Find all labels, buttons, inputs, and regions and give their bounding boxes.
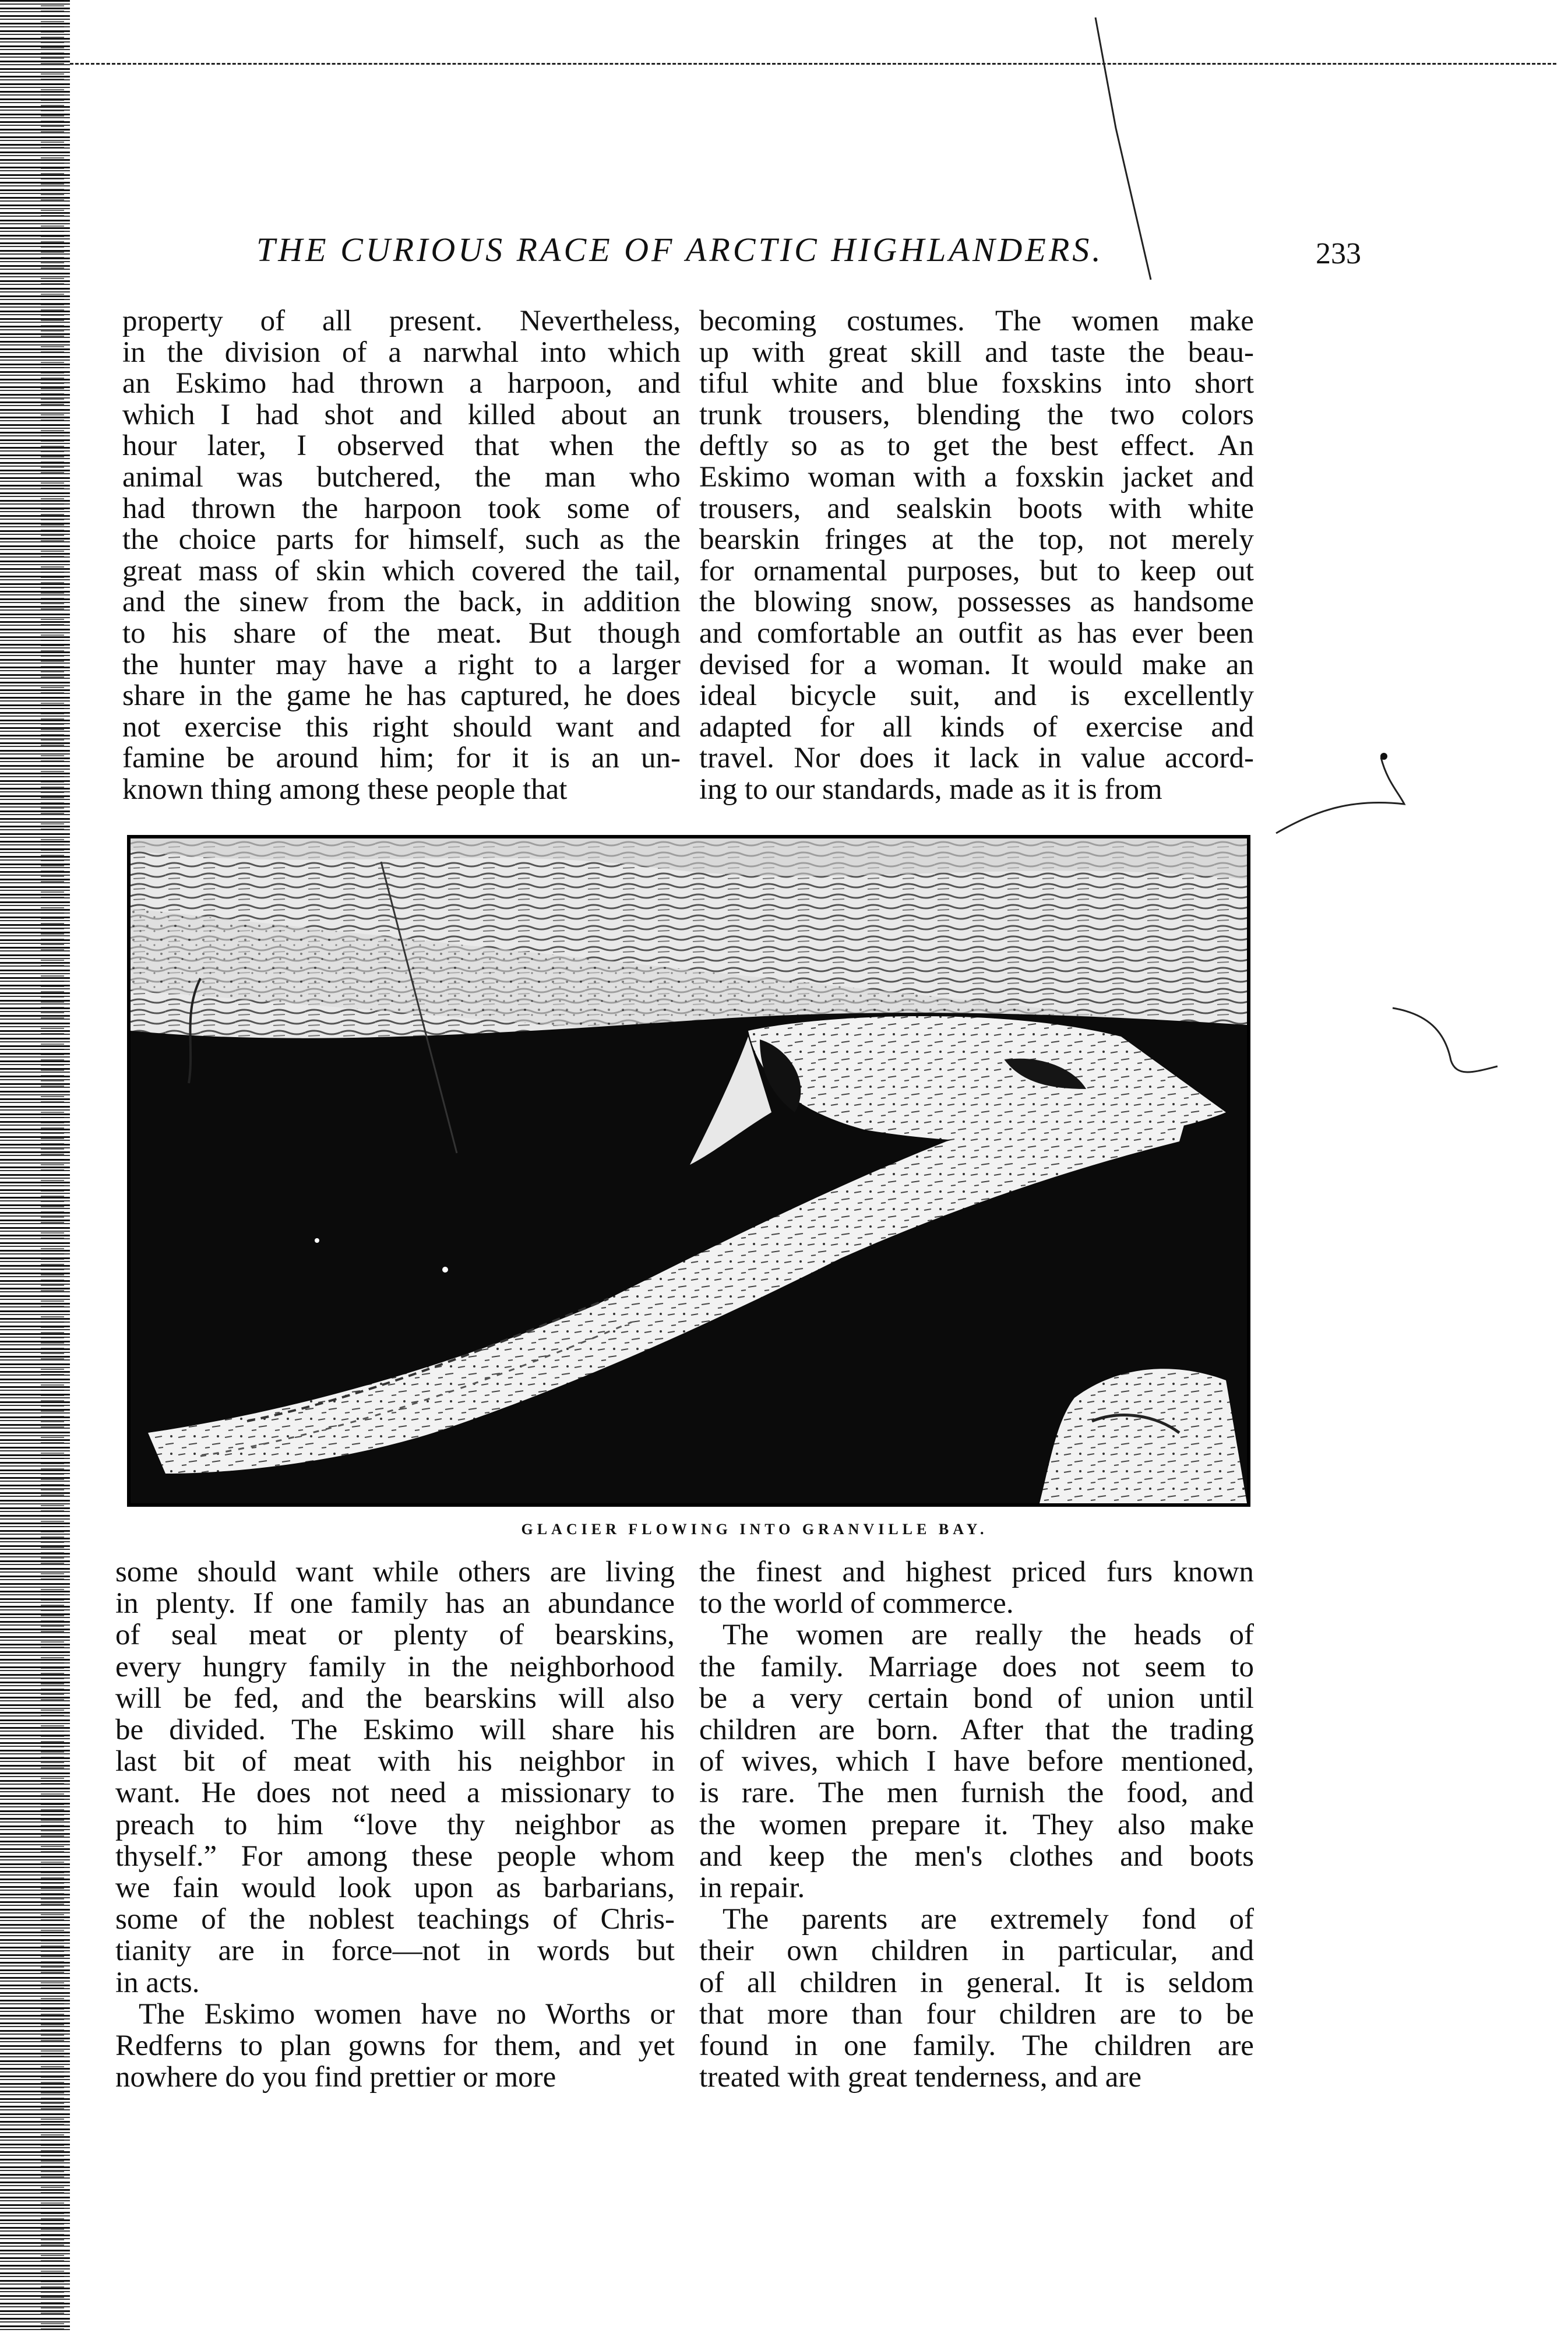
text-line: great mass of skin which covered the tail, [122, 556, 681, 587]
text-line: ideal bicycle suit, and is excellently [699, 681, 1254, 711]
text-line: nowhere do you find prettier or more [115, 2062, 556, 2093]
text-line: in the division of a narwhal into which [122, 337, 681, 368]
text-line: share in the game he has captured, he does [122, 681, 681, 711]
text-line: every hungry family in the neighborhood [115, 1652, 675, 1683]
text-line: in plenty. If one family has an abundance [115, 1588, 675, 1619]
text-line: is rare. The men furnish the food, and [699, 1778, 1254, 1809]
text-line: property of all present. Nevertheless, [122, 306, 681, 337]
text-line: becoming costumes. The women make [699, 306, 1254, 337]
text-line: for ornamental purposes, but to keep out [699, 556, 1254, 587]
text-line: tiful white and blue foxskins into short [699, 368, 1254, 399]
text-line: and the sinew from the back, in addition [122, 587, 681, 618]
page-number: 233 [1316, 237, 1361, 270]
text-line: and keep the men's clothes and boots [699, 1841, 1254, 1872]
scan-top-rule [70, 63, 1556, 65]
text-line: be divided. The Eskimo will share his [115, 1715, 675, 1746]
text-line: Eskimo woman with a foxskin jacket and [699, 462, 1254, 493]
text-line: will be fed, and the bearskins will also [115, 1683, 675, 1714]
text-line: preach to him “love thy neighbor as [115, 1810, 675, 1841]
text-line: up with great skill and taste the beau- [699, 337, 1254, 368]
text-line: the women prepare it. They also make [699, 1810, 1254, 1841]
text-line: the family. Marriage does not seem to [699, 1652, 1254, 1683]
text-line: their own children in particular, and [699, 1936, 1254, 1967]
text-line: the hunter may have a right to a larger [122, 650, 681, 681]
text-line: of seal meat or plenty of bearskins, [115, 1620, 675, 1651]
text-line: that more than four children are to be [699, 1999, 1254, 2030]
text-line: Redferns to plan gowns for them, and yet [115, 2031, 675, 2061]
pencil-scribble [1264, 746, 1416, 839]
text-line: found in one family. The children are [699, 2031, 1254, 2061]
text-line: in acts. [115, 1968, 200, 1999]
text-line: want. He does not need a missionary to [115, 1778, 675, 1809]
text-line: had thrown the harpoon took some of [122, 494, 681, 524]
text-line: The parents are extremely fond of [723, 1904, 1254, 1935]
text-line: treated with great tenderness, and are [699, 2062, 1142, 2093]
text-line: we fain would look upon as barbarians, [115, 1873, 675, 1904]
text-line: The women are really the heads of [723, 1620, 1254, 1651]
text-line: an Eskimo had thrown a harpoon, and [122, 368, 681, 399]
text-line: travel. Nor does it lack in value accord- [699, 743, 1254, 774]
text-line: and comfortable an outfit as has ever been [699, 618, 1254, 649]
text-line: trousers, and sealskin boots with white [699, 494, 1254, 524]
glacier-illustration [131, 838, 1247, 1503]
text-line: thyself.” For among these people whom [115, 1841, 675, 1872]
text-line: adapted for all kinds of exercise and [699, 712, 1254, 743]
text-line: hour later, I observed that when the [122, 431, 681, 461]
text-line: ing to our standards, made as it is from [699, 774, 1162, 805]
text-line: some should want while others are living [115, 1557, 675, 1588]
text-line: of all children in general. It is seldom [699, 1968, 1254, 1999]
text-line: the choice parts for himself, such as the [122, 524, 681, 555]
text-line: devised for a woman. It would make an [699, 650, 1254, 681]
glacier-photograph [127, 835, 1250, 1507]
text-line: to his share of the meat. But though [122, 618, 681, 649]
text-line: last bit of meat with his neighbor in [115, 1746, 675, 1777]
text-line: famine be around him; for it is an un- [122, 743, 681, 774]
text-line: not exercise this right should want and [122, 712, 681, 743]
text-line: animal was butchered, the man who [122, 462, 681, 493]
pencil-scribble-2 [1387, 996, 1503, 1095]
running-head: THE CURIOUS RACE OF ARCTIC HIGHLANDERS. [256, 231, 1104, 269]
text-line: some of the noblest teachings of Chris- [115, 1904, 675, 1935]
text-line: deftly so as to get the best effect. An [699, 431, 1254, 461]
text-line: bearskin fringes at the top, not merely [699, 524, 1254, 555]
text-line: the blowing snow, possesses as handsome [699, 587, 1254, 618]
text-line: The Eskimo women have no Worths or [139, 1999, 675, 2030]
text-line: which I had shot and killed about an [122, 400, 681, 431]
text-line: in repair. [699, 1873, 805, 1904]
text-line: known thing among these people that [122, 774, 568, 805]
text-line: to the world of commerce. [699, 1588, 1014, 1619]
text-line: tianity are in force—not in words but [115, 1936, 675, 1967]
text-line: of wives, which I have before mentioned, [699, 1746, 1254, 1777]
text-line: trunk trousers, blending the two colors [699, 400, 1254, 431]
text-line: the finest and highest priced furs known [699, 1557, 1254, 1588]
text-line: children are born. After that the trading [699, 1715, 1254, 1746]
text-line: be a very certain bond of union until [699, 1683, 1254, 1714]
figure-caption: GLACIER FLOWING INTO GRANVILLE BAY. [521, 1521, 988, 1538]
binding-shadow [41, 0, 64, 2333]
